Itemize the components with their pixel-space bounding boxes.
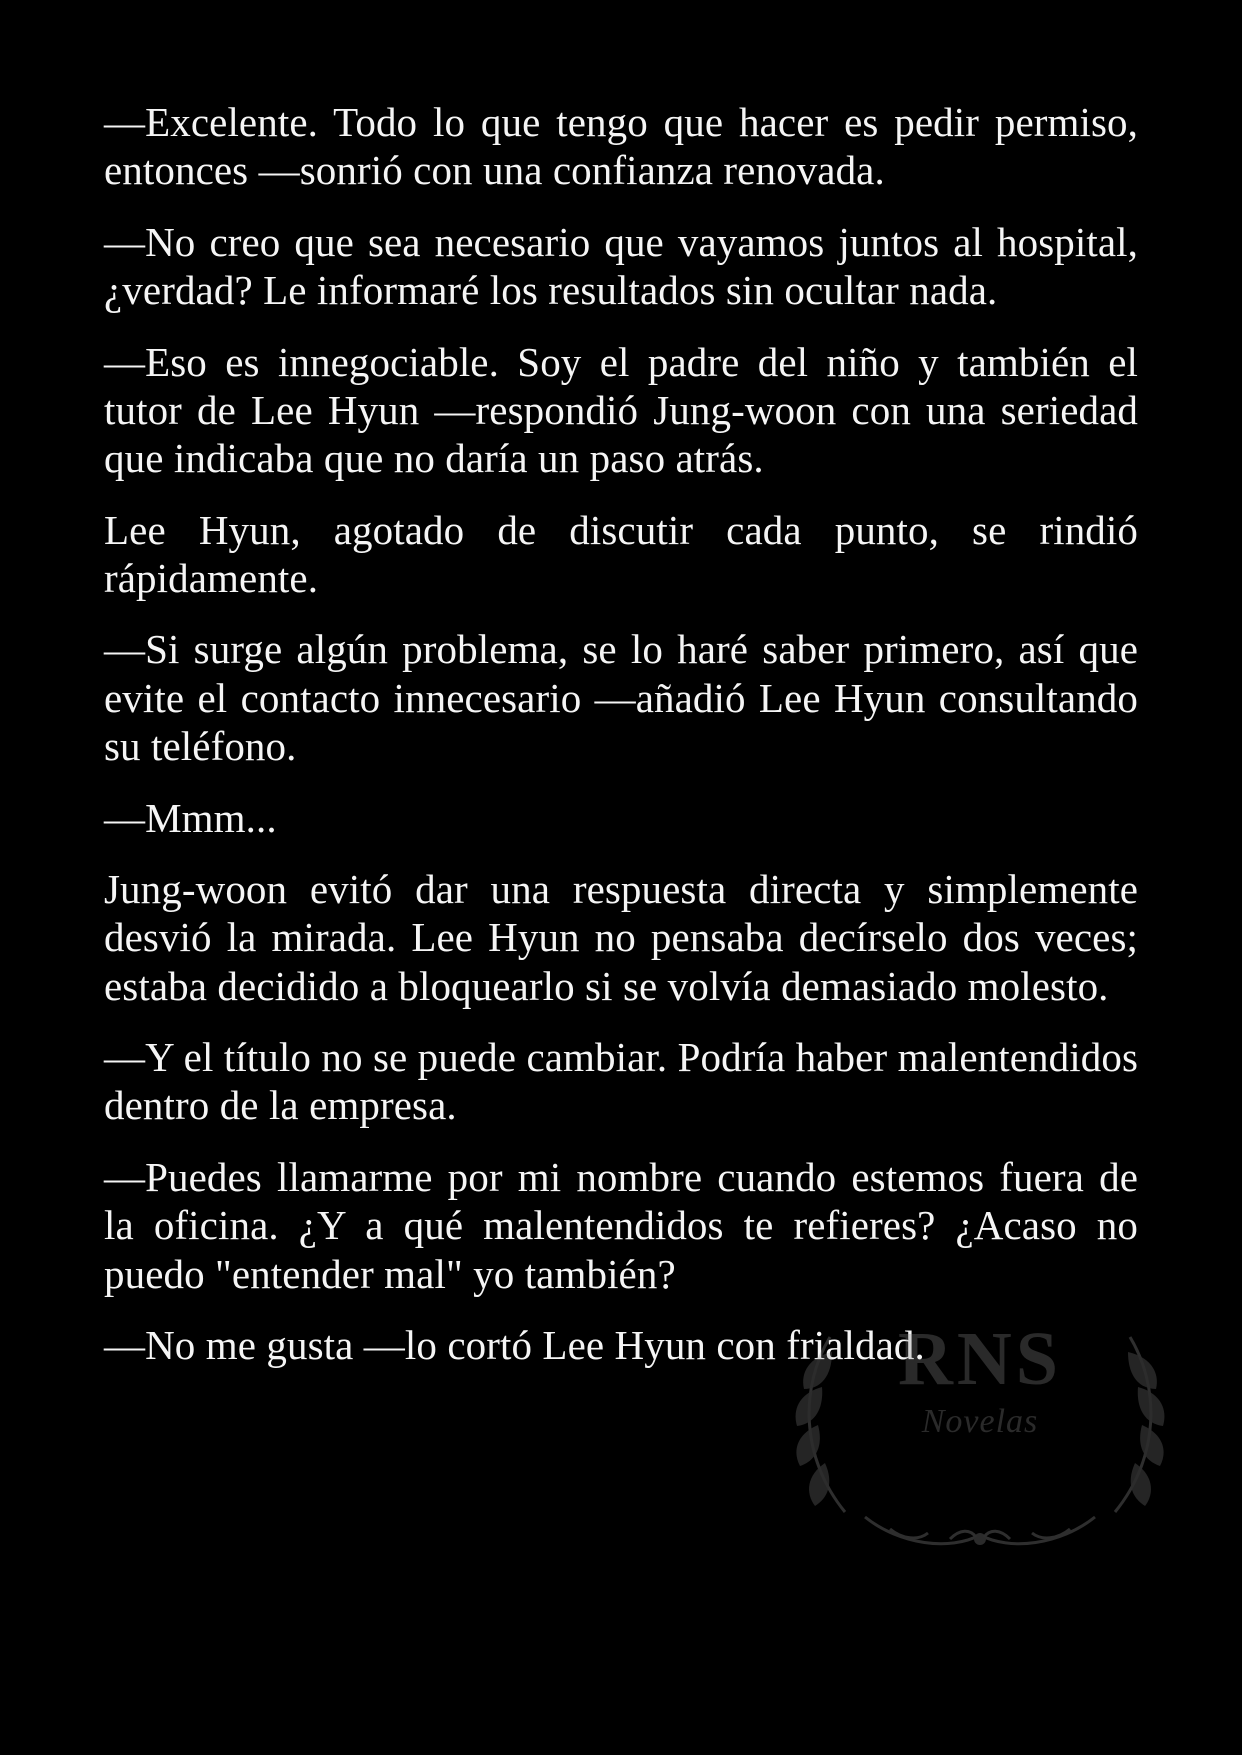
paragraph: —Si surge algún problema, se lo haré saber primero, así que evite el contacto innecesario —añadió Lee Hyun consultando su teléfono. <box>104 626 1138 770</box>
watermark-title: RNS <box>897 1317 1063 1401</box>
paragraph: —Mmm... <box>104 794 277 841</box>
paragraph: Jung-woon evitó dar una respuesta directa y simplemente desvió la mirada. Lee Hyun no pensaba decírselo dos veces; estaba decidido a bloquearlo si se volvía demasiado molesto. <box>104 865 1138 1009</box>
watermark-subtitle: Novelas <box>921 1403 1039 1440</box>
paragraph: Lee Hyun, agotado de discutir cada punto, se rindió rápidamente. <box>104 506 1138 601</box>
paragraph: —No me gusta —lo cortó Lee Hyun con frialdad. <box>104 1321 925 1368</box>
paragraph: —Excelente. Todo lo que tengo que hacer es pedir permiso, entonces —sonrió con una confianza renovada. <box>104 99 1138 194</box>
text-body <box>104 98 1138 1369</box>
paragraph: —Y el título no se puede cambiar. Podría haber malentendidos dentro de la empresa. <box>104 1034 1138 1129</box>
paragraph: —Puedes llamarme por mi nombre cuando estemos fuera de la oficina. ¿Y a qué malentendidos te refieres? ¿Acaso no puedo "entender mal" yo también? <box>104 1153 1138 1297</box>
paragraph: —No creo que sea necesario que vayamos juntos al hospital, ¿verdad? Le informaré los resultados sin ocultar nada. <box>104 218 1138 314</box>
paragraph: —Eso es innegociable. Soy el padre del niño y también el tutor de Lee Hyun —respondió Jung-woon con una seriedad que indicaba que no daría un paso atrás. <box>104 338 1138 482</box>
